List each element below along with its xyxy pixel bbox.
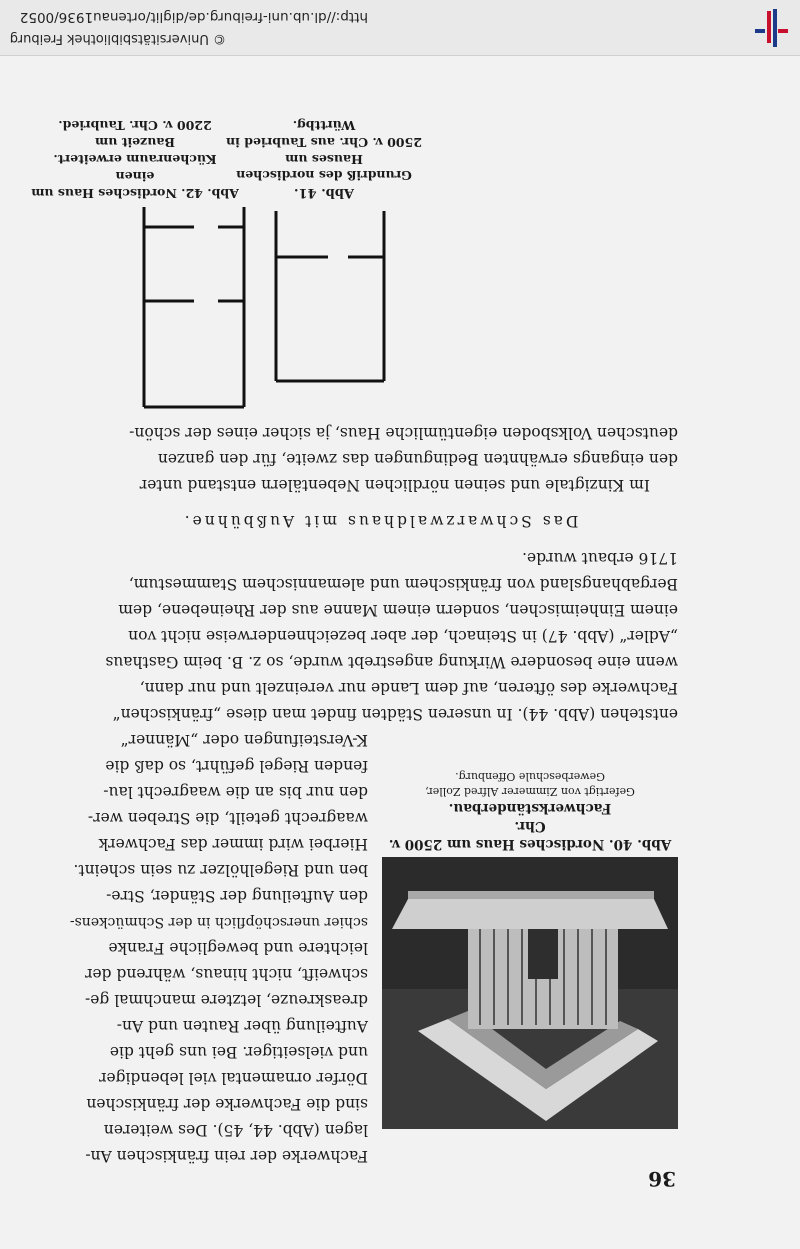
figure-41-text: Grundriß des nordischen Hauses um [236,151,412,184]
university-logo-icon[interactable] [752,7,792,49]
text-line: deutschen Volksboden eigentümliche Haus, ja sicher eines der schön- [129,424,678,442]
text-line: schweift, nicht hinaus, während der [85,965,368,983]
text-line: und vielseitiger. Bei uns geht die [109,1043,368,1061]
text-line: Aufteilung über Rauten und An- [116,1017,368,1035]
text-line: leichtere und bewegliche Franke [108,939,368,957]
text-line: waagrecht geteilt, die Streben wer- [87,809,368,827]
copyright-notice: © Universitätsbibliothek Freiburg [9,31,226,46]
text-line: Dörfer ornamental viel lebendiger [99,1069,368,1087]
figure-40-title: Abb. 40. Nordisches Haus um 2500 v. Chr. [388,817,672,852]
text-line: 1716 erbaut wurde. [522,549,678,567]
figure-41-label: Abb. 41. [294,185,354,200]
text-line: Hierbei wird immer das Fachwerk [98,835,368,853]
text-line: fenden Riegel geführt, so daß die [105,757,368,775]
text-line: ben und Riegelhölzer zu sein scheint. [73,861,368,879]
figure-41-caption [224,116,424,201]
viewer-header [0,0,800,56]
floor-plan-figure-41 [270,207,390,387]
figure-42-text: 2200 v. Chr. Taubried. [58,118,212,134]
document-url-link[interactable]: http://dl.ub.uni-freiburg.de/diglit/ortenau1936/0052 [19,9,368,25]
figure-40-subtitle: Fachwerkständerbau. [448,799,612,816]
figure-42-text: Küchenraum erweitert. Bauzeit um [53,135,217,168]
figure-42-caption [30,117,240,201]
text-line: Fachwerke des öfteren, auf dem Lande nur vereinzelt und nur dann, [139,679,678,697]
section-heading: Das Schwarzwaldhaus mit Außbühne. [181,512,579,530]
figure-40-credit: Gefertigt von Zimmerer Alfred Zoller, [425,785,635,799]
figure-40-credit: Gewerbeschule Offenburg. [455,770,605,784]
text-line: den eingangs erwähnten Bedingungen das zweite, für den ganzen [157,450,678,468]
text-line: entstehen (Abb. 44). In unseren Städten findet man diese „fränkischen“ [112,705,678,723]
text-line: schier unerschöpflich in der Schmückens- [69,914,368,930]
text-line: dreaskreuze, letztere manchmal ge- [84,991,368,1009]
figure-42-text: Abb. 42. Nordisches Haus um einen [31,169,239,201]
text-line: Fachwerke der rein fränkischen An- [85,1147,368,1165]
text-line: sind die Fachwerke der fränkischen [86,1095,368,1113]
text-line: den Aufteilung der Ständer, Stre- [106,887,368,905]
text-line: Im Kinzigtale und seinen nördlichen Nebentälern entstand unter [139,476,650,494]
text-line: Bergabhangsland von fränkischem und alemannischem Stammestum, [128,575,678,593]
model-house-photo [382,857,678,1129]
figure-41-text: 2500 v. Chr. aus Taubried in Württbg. [226,117,422,150]
text-line: wenn eine besondere Wirkung angestrebt wurde, so z. B. beim Gasthaus [105,653,678,671]
floor-plan-figure-42 [138,203,250,413]
figure-40-caption [382,769,678,853]
text-line: einem Einheimischen, sondern einem Manne aus der Rheinebene, dem [118,601,678,619]
page-number: 36 [648,1167,676,1191]
text-line: „Adler“ (Abb. 47) in Steinach, der aber bezeichnenderweise nicht von [128,627,678,645]
text-line: den nur bis an die waagrecht lau- [103,783,368,801]
text-line: lagen (Abb. 44, 45). Des weiteren [103,1121,368,1139]
text-line: K-Versteifungen oder „Männer“ [120,731,368,749]
